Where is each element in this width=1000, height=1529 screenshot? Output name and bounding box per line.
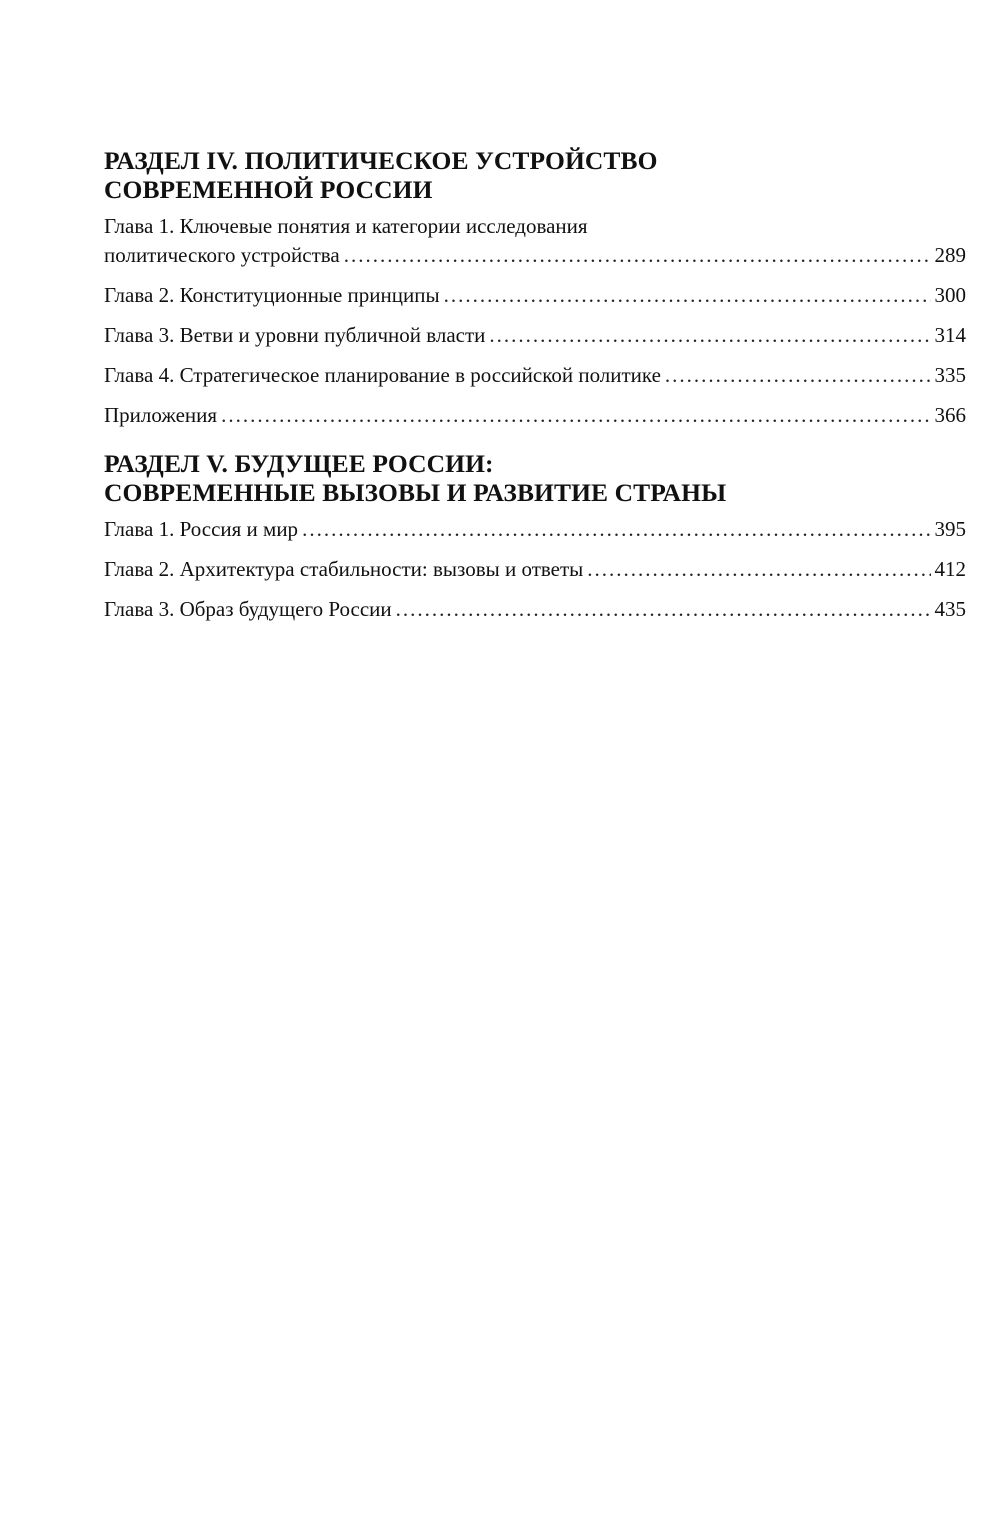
toc-entry-chapter-2[interactable] bbox=[104, 555, 966, 584]
section-title bbox=[104, 449, 966, 507]
dot-leader bbox=[221, 401, 930, 430]
toc-entry-chapter-1[interactable] bbox=[104, 212, 966, 270]
toc-entry-title: политического устройства bbox=[104, 243, 340, 267]
toc-entry-page-number: 395 bbox=[934, 517, 966, 541]
toc-entry-page-number: 412 bbox=[934, 557, 966, 581]
toc-entry-page-number: 335 bbox=[934, 363, 966, 387]
toc-entry-title: Глава 3. Образ будущего России bbox=[104, 597, 392, 621]
section-title-line-2: СОВРЕМЕННЫЕ ВЫЗОВЫ И РАЗВИТИЕ СТРАНЫ bbox=[104, 478, 727, 507]
toc-entry-title-line-1: Глава 1. Ключевые понятия и категории исследования bbox=[104, 214, 588, 238]
dot-leader bbox=[302, 515, 930, 544]
toc-entry-title: Глава 1. Россия и мир bbox=[104, 517, 299, 541]
section-iv bbox=[104, 146, 966, 430]
toc-entry-chapter-1[interactable] bbox=[104, 515, 966, 544]
toc-entry-title: Приложения bbox=[104, 403, 218, 427]
toc-entry-title: Глава 3. Ветви и уровни публичной власти bbox=[104, 323, 486, 347]
toc-entry-page-number: 300 bbox=[934, 283, 966, 307]
section-v bbox=[104, 449, 966, 624]
toc-entry-title: Глава 2. Конституционные принципы bbox=[104, 283, 440, 307]
table-of-contents bbox=[104, 146, 966, 643]
dot-leader bbox=[396, 595, 931, 624]
dot-leader bbox=[444, 281, 931, 310]
toc-entry-page-number: 366 bbox=[934, 403, 966, 427]
toc-entry-chapter-3[interactable] bbox=[104, 321, 966, 350]
section-title bbox=[104, 146, 966, 204]
toc-entry-title: Глава 2. Архитектура стабильности: вызовы и ответы bbox=[104, 557, 584, 581]
dot-leader bbox=[344, 241, 931, 270]
dot-leader bbox=[665, 361, 931, 390]
toc-entry-chapter-4[interactable] bbox=[104, 361, 966, 390]
section-title-line-2: СОВРЕМЕННОЙ РОССИИ bbox=[104, 175, 433, 204]
dot-leader bbox=[489, 321, 930, 350]
dot-leader bbox=[587, 555, 930, 584]
toc-entry-chapter-2[interactable] bbox=[104, 281, 966, 310]
toc-entry-page-number: 435 bbox=[934, 597, 966, 621]
section-title-line-1: РАЗДЕЛ V. БУДУЩЕЕ РОССИИ: bbox=[104, 449, 494, 478]
toc-entry-page-number: 314 bbox=[934, 323, 966, 347]
toc-entry-title: Глава 4. Стратегическое планирование в российской политике bbox=[104, 363, 661, 387]
toc-entry-appendices[interactable] bbox=[104, 401, 966, 430]
toc-entry-page-number: 289 bbox=[934, 243, 966, 267]
section-title-line-1: РАЗДЕЛ IV. ПОЛИТИЧЕСКОЕ УСТРОЙСТВО bbox=[104, 146, 658, 175]
toc-entry-chapter-3[interactable] bbox=[104, 595, 966, 624]
